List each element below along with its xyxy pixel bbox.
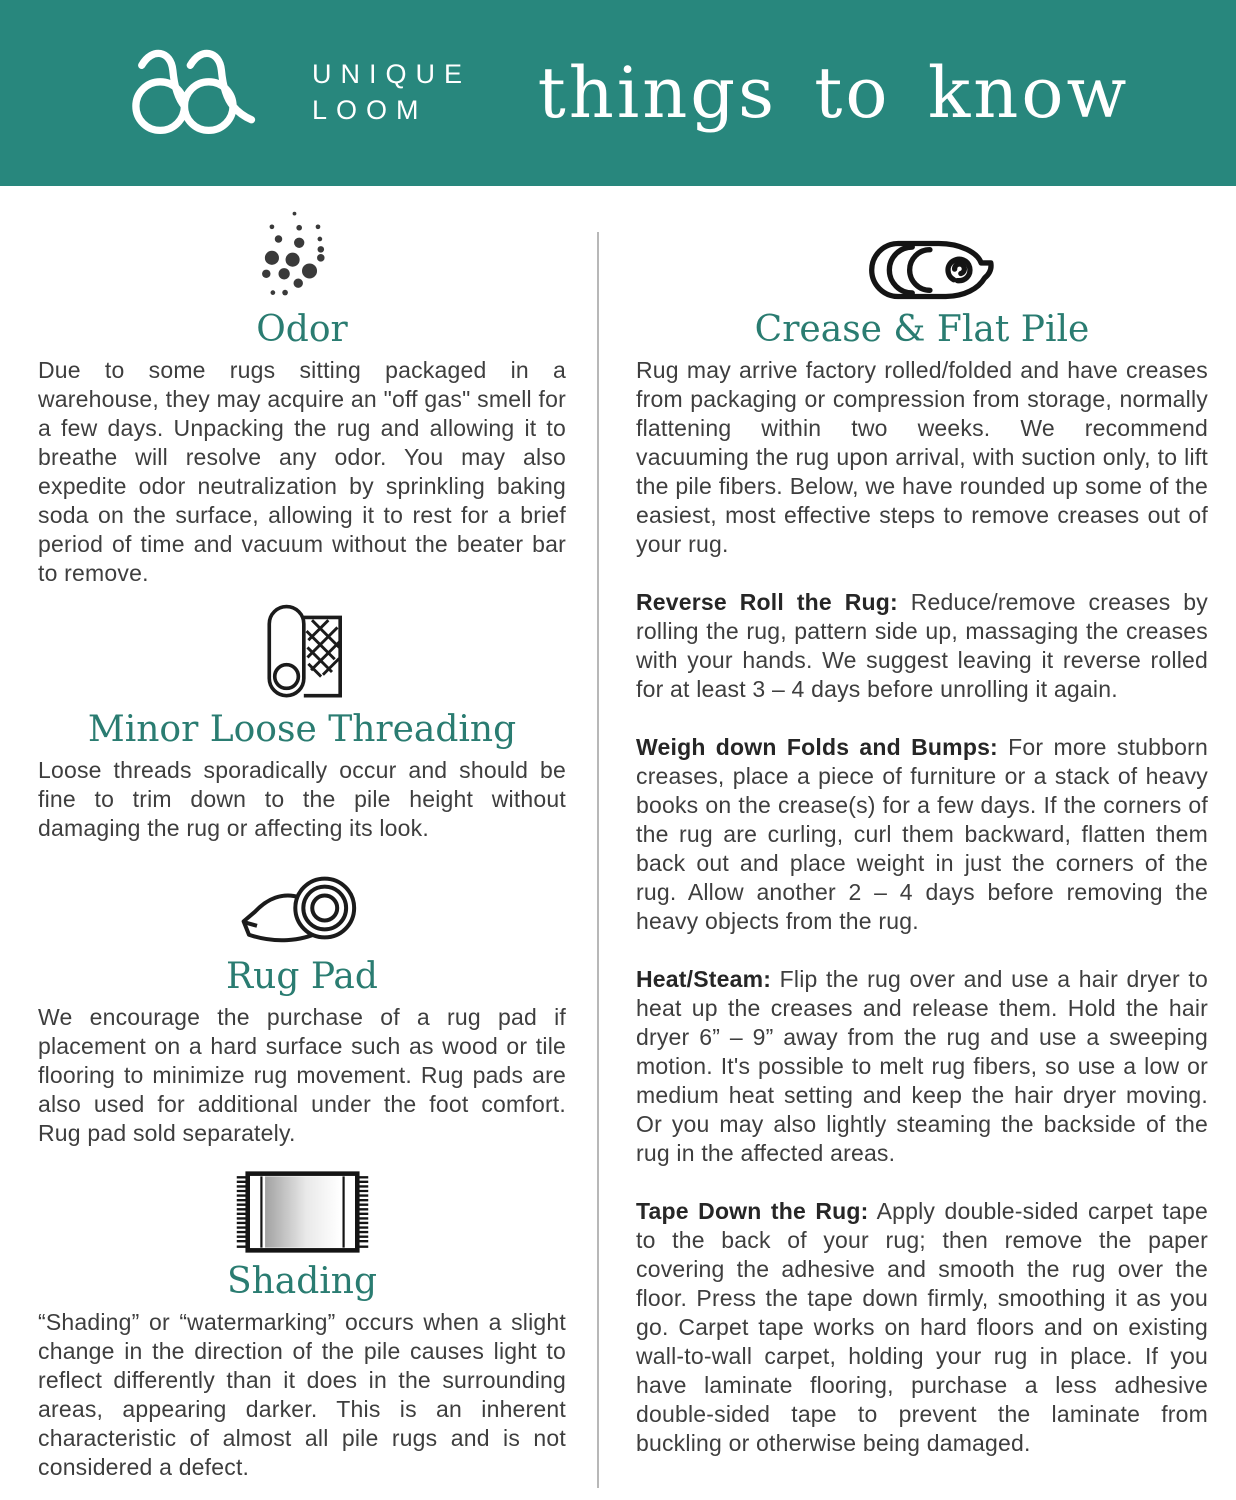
rug-pad-roll-icon [237, 867, 367, 949]
page-title: things to know [537, 52, 1130, 134]
column-divider [597, 232, 599, 1488]
unique-loom-logo-icon [100, 42, 300, 144]
tip-reverse-roll [636, 588, 1208, 704]
tip-heat-steam [636, 965, 1208, 1168]
right-column [636, 186, 1208, 1458]
crease-section-icon-row [636, 238, 1208, 302]
tip-tape-down-label: Tape Down the Rug: [636, 1198, 869, 1224]
odor-section-icon-row [38, 208, 566, 302]
section-heading-odor: Odor [256, 309, 348, 350]
section-intro-crease: Rug may arrive factory rolled/folded and have creases from packaging or compression from storage, normally flattening within two weeks. We recommend vacuuming the rug upon arrival, with suction only, to lift the pile fibers. Below, we have rounded up some of the easiest, most effective steps to remove creases out of your rug. [636, 357, 1208, 557]
threading-section-icon-row [38, 602, 566, 702]
brand-line2: LOOM [312, 95, 428, 125]
tip-reverse-roll-label: Reverse Roll the Rug: [636, 589, 898, 615]
tip-weigh-down [636, 733, 1208, 936]
tip-heat-steam-body: Flip the rug over and use a hair dryer to heat up the creases and release them. Hold the hair dryer 6” – 9” away from the rug and use a sweeping motion. It's possible to melt rug fibers, so use a low or medium heat setting and keep the hair dryer moving. Or you may also lightly steaming the backside of the rug in the affected areas. [636, 966, 1208, 1166]
rolled-rug-side-icon [847, 238, 997, 302]
tip-heat-steam-label: Heat/Steam: [636, 966, 772, 992]
section-body-threading: Loose threads sporadically occur and should be fine to trim down to the pile height without damaging the rug or affecting its look. [38, 757, 566, 841]
rolled-rug-threads-icon [256, 602, 348, 702]
left-column [38, 186, 566, 1482]
section-heading-rug-pad: Rug Pad [226, 956, 378, 997]
tip-weigh-down-label: Weigh down Folds and Bumps: [636, 734, 998, 760]
tip-weigh-down-body: For more stubborn creases, place a piece of furniture or a stack of heavy books on the crease(s) for a few days. If the corners of the rug are curling, curl them backward, flatten them back out and place weight in just the corners of the rug. Allow another 2 – 4 days before removing the heavy objects from the rug. [636, 734, 1208, 934]
brand-logo [100, 42, 471, 144]
section-body-shading: “Shading” or “watermarking” occurs when a slight change in the direction of the pile causes light to reflect differently than it does in the surrounding areas, appearing darker. This is an inherent characteristic of almost all pile rugs and is not considered a defect. [38, 1309, 566, 1480]
brand-name [312, 57, 471, 128]
tip-reverse-roll-body: Reduce/remove creases by rolling the rug, pattern side up, massaging the creases with your hands. We suggest leaving it reverse rolled for at least 3 – 4 days before unrolling it again. [636, 589, 1208, 702]
section-heading-crease: Crease & Flat Pile [754, 309, 1090, 350]
section-heading-threading: Minor Loose Threading [87, 709, 517, 750]
section-heading-shading: Shading [226, 1261, 378, 1302]
odor-dots-icon [246, 208, 358, 302]
section-body-odor: Due to some rugs sitting packaged in a warehouse, they may acquire an "off gas" smell for a few days. Unpacking the rug and allowing it to breathe will resolve any odor. You may also expedite odor neutralization by sprinkling baking soda on the surface, allowing it to rest for a brief period of time and vacuum without the beater bar to remove. [38, 357, 566, 586]
shading-section-icon-row [38, 1170, 566, 1254]
tip-tape-down [636, 1197, 1208, 1458]
shaded-rug-icon [234, 1170, 371, 1254]
tip-tape-down-body: Apply double-sided carpet tape to the back of your rug; then remove the paper covering the adhesive and smooth the rug over the floor. Press the tape down firmly, smoothing it as you go. Carpet tape works on hard floors and on existing wall-to-wall carpet, holding your rug in place. If you have laminate flooring, purchase a less adhesive double-sided tape to prevent the laminate from buckling or otherwise being damaged. [636, 1198, 1208, 1456]
section-body-rug-pad: We encourage the purchase of a rug pad if placement on a hard surface such as wood or tile flooring to minimize rug movement. Rug pads are also used for additional under the foot comfort. Rug pad sold separately. [38, 1004, 566, 1146]
header-banner [0, 0, 1236, 186]
brand-line1: UNIQUE [312, 59, 472, 90]
rug-pad-section-icon-row [38, 867, 566, 949]
